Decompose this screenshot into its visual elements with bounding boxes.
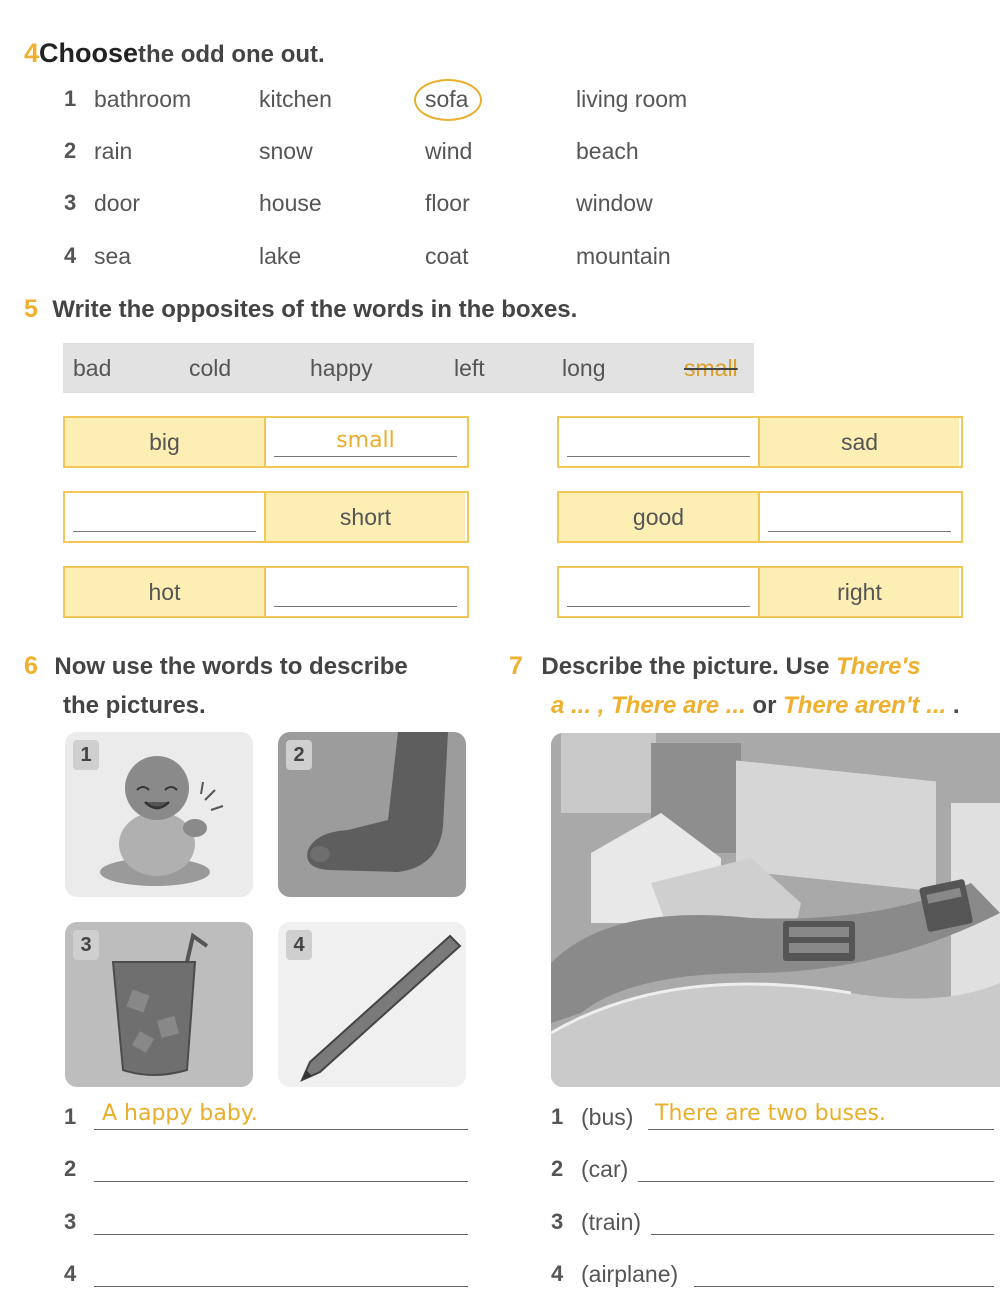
bank-word: left <box>454 355 485 381</box>
ex4-row-number: 2 <box>64 138 77 163</box>
ex5-heading <box>24 295 577 324</box>
answer-line[interactable] <box>94 1234 468 1235</box>
word-bank <box>63 343 754 393</box>
answer-text: A happy baby. <box>102 1101 258 1126</box>
baby-picture <box>65 732 253 897</box>
answer-blank-line <box>73 531 256 532</box>
picture-number: 3 <box>73 930 99 960</box>
answer-field[interactable] <box>266 418 465 466</box>
ex4-row-number: 3 <box>64 190 77 215</box>
ex7-title: Describe the picture. Use <box>541 653 837 680</box>
ex4-word[interactable]: bathroom <box>94 86 192 112</box>
ex4-word[interactable]: sofa <box>425 86 469 112</box>
ex4-row-number: 4 <box>64 243 77 268</box>
ex4-word[interactable]: rain <box>94 138 133 164</box>
pair-word: short <box>266 493 465 541</box>
ex7-title-or: or <box>745 692 784 719</box>
ex7-item-number: 4 <box>551 1261 564 1286</box>
ex4-word[interactable]: kitchen <box>259 86 332 112</box>
pair-word: sad <box>760 418 959 466</box>
bank-word: bad <box>73 355 112 381</box>
pencil-picture <box>278 922 466 1087</box>
answer-text: There are two buses. <box>655 1101 887 1126</box>
answer-line[interactable] <box>94 1181 468 1182</box>
ex7-phrase: a ... , There are ... <box>551 692 746 719</box>
opposites-pair <box>557 416 963 468</box>
pair-word: right <box>760 568 959 616</box>
answer-field[interactable] <box>760 493 959 541</box>
ex6-title-line2: the pictures. <box>63 692 206 719</box>
town-picture <box>551 733 1000 1087</box>
ex4-word[interactable]: snow <box>259 138 313 164</box>
answer-field[interactable] <box>266 568 465 616</box>
answer-text: small <box>336 428 395 453</box>
bank-word: long <box>562 355 606 381</box>
answer-line[interactable] <box>94 1129 468 1130</box>
ex7-cue: (bus) <box>581 1104 634 1130</box>
ex6-number: 6 <box>24 652 38 680</box>
ex7-phrase: There aren't ... <box>783 692 947 719</box>
picture-number: 1 <box>73 740 99 770</box>
ex7-item-number: 3 <box>551 1209 564 1234</box>
ex4-word[interactable]: wind <box>425 138 473 164</box>
answer-line[interactable] <box>694 1286 994 1287</box>
ex4-title-strong: Choose <box>39 38 139 68</box>
ex6-item-number: 3 <box>64 1209 77 1234</box>
ex7-cue: (train) <box>581 1209 642 1235</box>
pair-word: big <box>65 418 264 466</box>
pair-word: hot <box>65 568 264 616</box>
ex6-item-number: 4 <box>64 1261 77 1286</box>
ex4-heading <box>24 38 325 69</box>
ex7-phrase: There's <box>836 653 921 680</box>
town-illustration <box>551 733 1000 1087</box>
answer-line[interactable] <box>651 1234 994 1235</box>
answer-circle <box>414 79 482 121</box>
ex7-heading <box>509 648 1000 727</box>
ex7-number: 7 <box>509 652 523 680</box>
ex4-title: the odd one out. <box>138 41 325 68</box>
ex7-title-end: . <box>946 692 960 719</box>
ex5-number: 5 <box>24 295 38 323</box>
bank-word-used: small <box>684 355 738 381</box>
ex7-item-number: 1 <box>551 1104 564 1129</box>
opposites-pair <box>63 491 469 543</box>
bank-word: cold <box>189 355 232 381</box>
answer-line[interactable] <box>648 1129 994 1130</box>
ex4-row-number: 1 <box>64 86 77 111</box>
answer-field[interactable] <box>559 418 758 466</box>
opposites-pair <box>557 491 963 543</box>
opposites-pair <box>557 566 963 618</box>
ex4-word[interactable]: mountain <box>576 243 671 269</box>
opposites-pair <box>63 566 469 618</box>
bank-word: happy <box>310 355 373 381</box>
ex7-cue: (car) <box>581 1156 629 1182</box>
answer-field[interactable] <box>65 493 264 541</box>
ex6-heading <box>24 648 408 727</box>
answer-line[interactable] <box>94 1286 468 1287</box>
ex4-word[interactable]: beach <box>576 138 639 164</box>
ex4-word[interactable]: living room <box>576 86 688 112</box>
glass-picture <box>65 922 253 1087</box>
ex4-word[interactable]: door <box>94 190 141 216</box>
ex4-word[interactable]: house <box>259 190 322 216</box>
answer-blank-line <box>768 531 951 532</box>
ex7-cue: (airplane) <box>581 1261 679 1287</box>
answer-field[interactable] <box>559 568 758 616</box>
ex5-title: Write the opposites of the words in the boxes. <box>52 296 578 323</box>
answer-blank-line <box>567 606 750 607</box>
answer-line[interactable] <box>638 1181 994 1182</box>
ex4-word[interactable]: sea <box>94 243 132 269</box>
ex4-word[interactable]: lake <box>259 243 302 269</box>
picture-number: 4 <box>286 930 312 960</box>
ex6-item-number: 1 <box>64 1104 77 1129</box>
foot-picture <box>278 732 466 897</box>
ex6-title-line1: Now use the words to describe <box>54 653 408 680</box>
opposites-pair <box>63 416 469 468</box>
ex6-item-number: 2 <box>64 1156 77 1181</box>
ex4-number: 4 <box>24 38 40 68</box>
picture-number: 2 <box>286 740 312 770</box>
pair-word: good <box>559 493 758 541</box>
ex4-word[interactable]: floor <box>425 190 470 216</box>
answer-blank-line <box>567 456 750 457</box>
answer-blank-line <box>274 606 457 607</box>
ex7-item-number: 2 <box>551 1156 564 1181</box>
ex4-word[interactable]: window <box>576 190 653 216</box>
ex4-word[interactable]: coat <box>425 243 469 269</box>
